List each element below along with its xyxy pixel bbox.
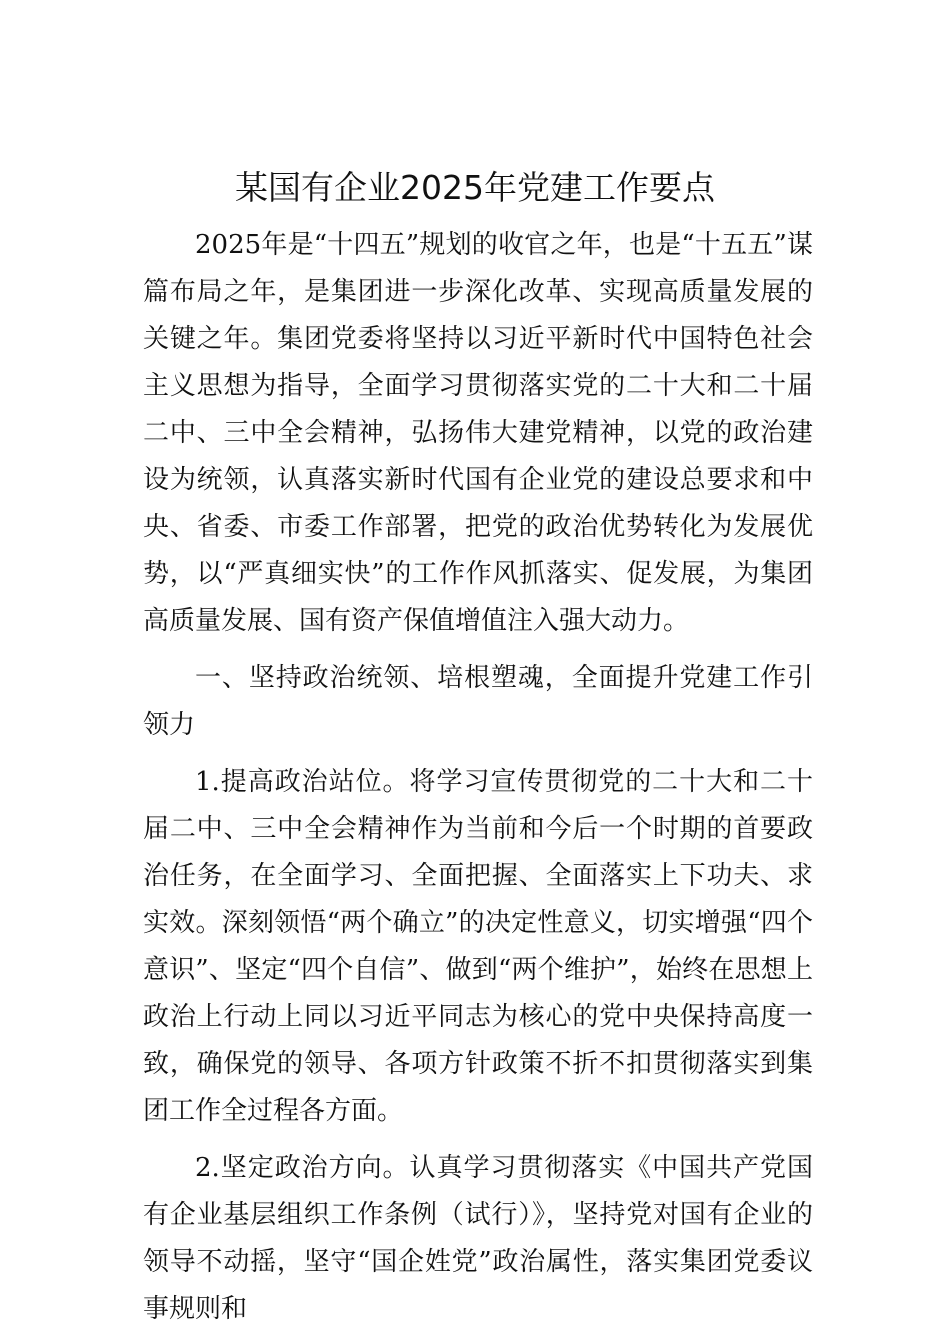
intro-paragraph: 2025年是“十四五”规划的收官之年，也是“十五五”谋篇布局之年，是集团进一步深化改革、实现高质量发展的关键之年。集团党委将坚持以习近平新时代中国特色社会主义思想为指导，全面学习贯彻落实党的二十大和二十届二中、三中全会精神，弘扬伟大建党精神，以党的政治建设为统领，认真落实新时代国有企业党的建设总要求和中央、省委、市委工作部署，把党的政治优势转化为发展优势，以“严真细实快”的工作作风抓落实、促发展，为集团高质量发展、国有资产保值增值注入强大动力。 — [143, 230, 813, 636]
item-2-paragraph: 2.坚定政治方向。认真学习贯彻落实《中国共产党国有企业基层组织工作条例（试行）》，坚持党对国有企业的领导不动摇，坚守“国企姓党”政治属性，落实集团党委议事规则和 — [143, 1153, 813, 1324]
section-heading: 一、坚持政治统领、培根塑魂，全面提升党建工作引领力 — [143, 663, 813, 740]
item-1-paragraph: 1.提高政治站位。将学习宣传贯彻党的二十大和二十届二中、三中全会精神作为当前和今后一个时期的首要政治任务，在全面学习、全面把握、全面落实上下功夫、求实效。深刻领悟“两个确立”的决定性意义，切实增强“四个意识”、坚定“四个自信”、做到“两个维护”，始终在思想上政治上行动上同以习近平同志为核心的党中央保持高度一致，确保党的领导、各项方针政策不折不扣贯彻落实到集团工作全过程各方面。 — [143, 767, 813, 1126]
document-body — [143, 222, 813, 1333]
document-title: 某国有企业2025年党建工作要点 — [235, 168, 715, 207]
